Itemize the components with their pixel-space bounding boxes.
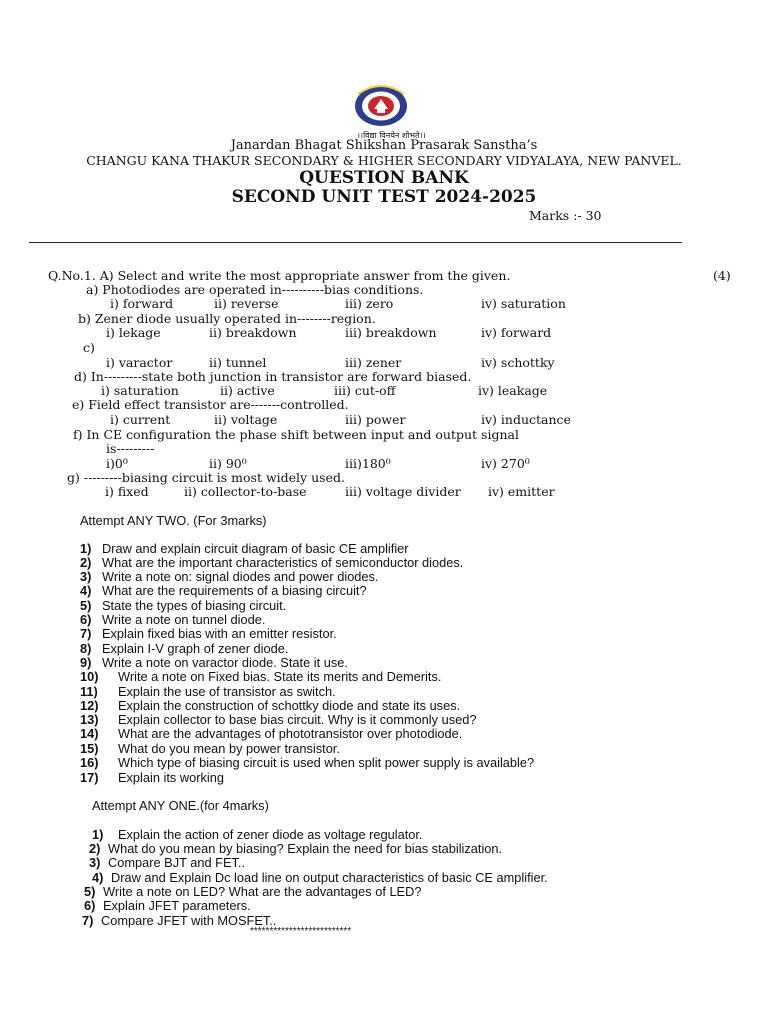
question-number: 8) (80, 641, 92, 656)
question-text: State the types of biasing circuit. (102, 598, 287, 613)
q1f-opt: iii)180⁰ (345, 456, 391, 471)
question-number: 1) (92, 827, 104, 842)
q1d-opt: i) saturation (101, 383, 179, 398)
question-text: Explain collector to base bias circuit. Why is it commonly used? (118, 712, 477, 727)
q1c-opt: ii) tunnel (209, 355, 267, 370)
question-text: Write a note on varactor diode. State it use. (102, 655, 348, 670)
q1f-opt: i)0⁰ (106, 456, 128, 471)
q1a-opt: iii) zero (345, 296, 394, 311)
q1b-opt: ii) breakdown (209, 325, 297, 340)
q1a-opt: ii) reverse (214, 296, 279, 311)
q1-marks: (4) (713, 268, 731, 283)
question-number: 2) (80, 555, 92, 570)
question-number: 6) (80, 612, 92, 627)
question-text: Draw and Explain Dc load line on output characteristics of basic CE amplifier. (111, 870, 548, 885)
school-name: CHANGU KANA THAKUR SECONDARY & HIGHER SECONDARY VIDYALAYA, NEW PANVEL. (86, 153, 682, 168)
q1b-stem: b) Zener diode usually operated in--------region. (78, 311, 376, 326)
question-number: 7) (80, 626, 92, 641)
school-logo (350, 84, 412, 128)
section-c-heading: Attempt ANY ONE.(for 4marks) (92, 798, 269, 813)
question-text: Write a note on Fixed bias. State its merits and Demerits. (118, 669, 442, 684)
question-number: 10) (80, 669, 99, 684)
question-text: Compare JFET with MOSFET.. (101, 913, 277, 928)
question-text: Draw and explain circuit diagram of basic CE amplifier (102, 541, 409, 556)
question-text: Explain the construction of schottky diode and state its uses. (118, 698, 461, 713)
q1e-stem: e) Field effect transistor are-------controlled. (72, 397, 349, 412)
question-number: 3) (89, 855, 101, 870)
question-number: 17) (80, 770, 99, 785)
q1g-stem: g) ---------biasing circuit is most widely used. (67, 470, 345, 485)
question-text: Write a note on tunnel diode. (102, 612, 266, 627)
question-text: What are the advantages of phototransistor over photodiode. (118, 726, 463, 741)
question-number: 15) (80, 741, 99, 756)
question-text: Write a note on: signal diodes and power diodes. (102, 569, 379, 584)
question-text: Compare BJT and FET.. (108, 855, 246, 870)
document-title: QUESTION BANK (299, 168, 469, 188)
q1b-opt: i) lekage (106, 325, 161, 340)
q1f-opt: ii) 90⁰ (209, 456, 247, 471)
end-marker: ************************** (250, 926, 352, 937)
question-text: Explain the action of zener diode as voltage regulator. (118, 827, 423, 842)
q1e-opt: iv) inductance (481, 412, 571, 427)
divider-line (29, 242, 682, 243)
q1g-opt: ii) collector-to-base (184, 484, 307, 499)
question-number: 11) (80, 684, 98, 699)
document-subtitle: SECOND UNIT TEST 2024-2025 (231, 187, 537, 207)
question-text: What are the important characteristics of semiconductor diodes. (102, 555, 464, 570)
question-number: 13) (80, 712, 99, 727)
q1d-opt: ii) active (220, 383, 275, 398)
question-number: 5) (84, 884, 96, 899)
q1b-opt: iv) forward (481, 325, 552, 340)
q1c-opt: i) varactor (106, 355, 173, 370)
question-text: What do you mean by biasing? Explain the need for bias stabilization. (108, 841, 503, 856)
q1b-opt: iii) breakdown (345, 325, 437, 340)
question-number: 9) (80, 655, 92, 670)
q1a-opt: i) forward (110, 296, 174, 311)
question-text: Explain I-V graph of zener diode. (102, 641, 289, 656)
question-number: 2) (89, 841, 101, 856)
question-number: 12) (80, 698, 99, 713)
q1e-opt: iii) power (345, 412, 406, 427)
question-text: Which type of biasing circuit is used when split power supply is available? (118, 755, 535, 770)
q1c-opt: iii) zener (345, 355, 402, 370)
society-name: Janardan Bhagat Shikshan Prasarak Sanstha’s (230, 138, 538, 153)
q1d-stem: d) In---------state both junction in transistor are forward biased. (74, 369, 472, 384)
q1a-stem: a) Photodiodes are operated in----------bias conditions. (86, 282, 424, 297)
q1g-opt: i) fixed (105, 484, 149, 499)
question-number: 3) (80, 569, 92, 584)
question-text: Explain JFET parameters. (103, 898, 251, 913)
question-text: Explain fixed bias with an emitter resistor. (102, 626, 337, 641)
question-number: 7) (82, 913, 94, 928)
question-number: 14) (80, 726, 99, 741)
q1d-opt: iii) cut-off (334, 383, 396, 398)
school-motto: ।।विद्या विनयेन शोभते।। (357, 131, 426, 140)
question-text: Explain its working (118, 770, 224, 785)
q1g-opt: iv) emitter (488, 484, 555, 499)
q1c-stem: c) (83, 340, 95, 355)
question-number: 5) (80, 598, 92, 613)
question-text: What are the requirements of a biasing circuit? (102, 583, 367, 598)
question-text: Write a note on LED? What are the advantages of LED? (103, 884, 422, 899)
section-b-heading: Attempt ANY TWO. (For 3marks) (80, 513, 267, 528)
q1e-opt: i) current (110, 412, 171, 427)
question-number: 6) (84, 898, 96, 913)
q1g-opt: iii) voltage divider (345, 484, 461, 499)
q1c-opt: iv) schottky (481, 355, 555, 370)
q1-heading: Q.No.1. A) Select and write the most appropriate answer from the given. (48, 268, 511, 283)
question-number: 16) (80, 755, 99, 770)
q1a-opt: iv) saturation (481, 296, 566, 311)
question-number: 1) (80, 541, 92, 556)
total-marks: Marks :- 30 (529, 208, 602, 223)
q1e-opt: ii) voltage (214, 412, 278, 427)
q1f-stem: f) In CE configuration the phase shift between input and output signal (73, 427, 519, 442)
question-text: Explain the use of transistor as switch. (118, 684, 336, 699)
q1f-stem-cont: is--------- (106, 441, 155, 456)
question-number: 4) (92, 870, 104, 885)
q1f-opt: iv) 270⁰ (481, 456, 530, 471)
question-number: 4) (80, 583, 92, 598)
question-text: What do you mean by power transistor. (118, 741, 340, 756)
q1d-opt: iv) leakage (478, 383, 548, 398)
